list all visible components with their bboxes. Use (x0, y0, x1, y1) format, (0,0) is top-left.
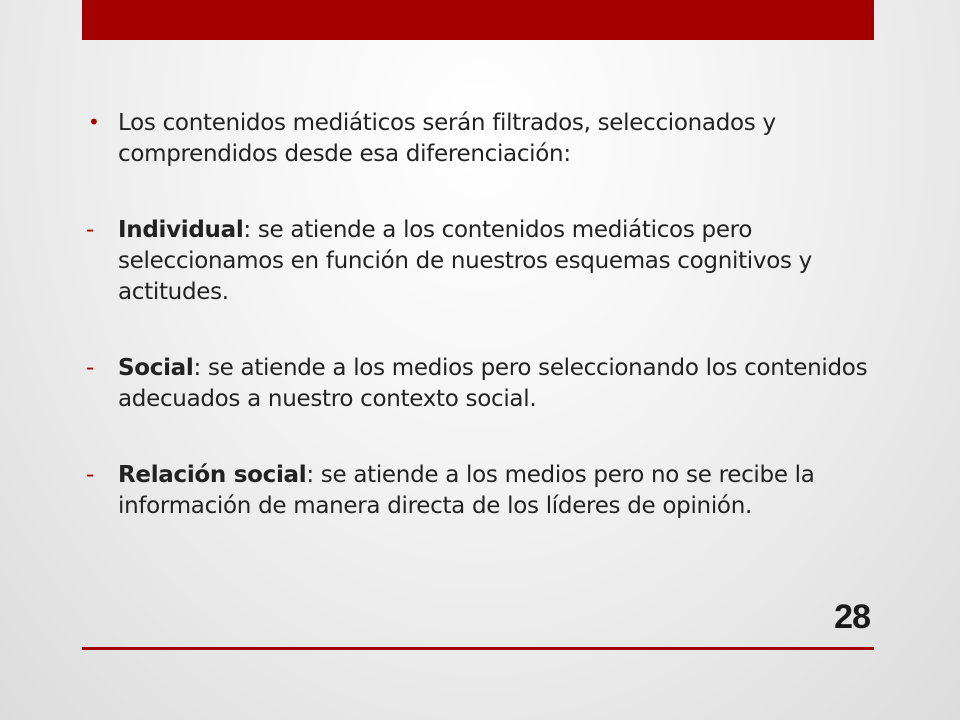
item-description: : se atiende a los contenidos mediáticos pero seleccionamos en función de nuestros esquemas cognitivos y actitudes. (118, 217, 812, 305)
item-description: : se atiende a los medios pero no se recibe la información de manera directa de los líderes de opinión. (118, 462, 815, 519)
list-item-individual (84, 215, 874, 308)
list-item-social (84, 353, 874, 415)
dash-marker: - (86, 217, 94, 243)
bullet-item-intro (84, 108, 874, 170)
item-term: Social (118, 355, 194, 381)
bullet-text: Los contenidos mediáticos serán filtrados, seleccionados y comprendidos desde esa diferenciación: (118, 110, 776, 167)
item-term: Individual (118, 217, 244, 243)
item-description: : se atiende a los medios pero seleccionando los contenidos adecuados a nuestro contexto social. (118, 355, 868, 412)
item-term: Relación social (118, 462, 307, 488)
slide-content (84, 108, 874, 522)
list-item-relacion-social (84, 460, 874, 522)
dash-marker: - (86, 462, 94, 488)
top-accent-bar (82, 0, 874, 40)
bottom-accent-rule (82, 647, 874, 650)
bullet-marker: • (88, 110, 100, 134)
page-number: 28 (834, 598, 870, 636)
dash-marker: - (86, 355, 94, 381)
